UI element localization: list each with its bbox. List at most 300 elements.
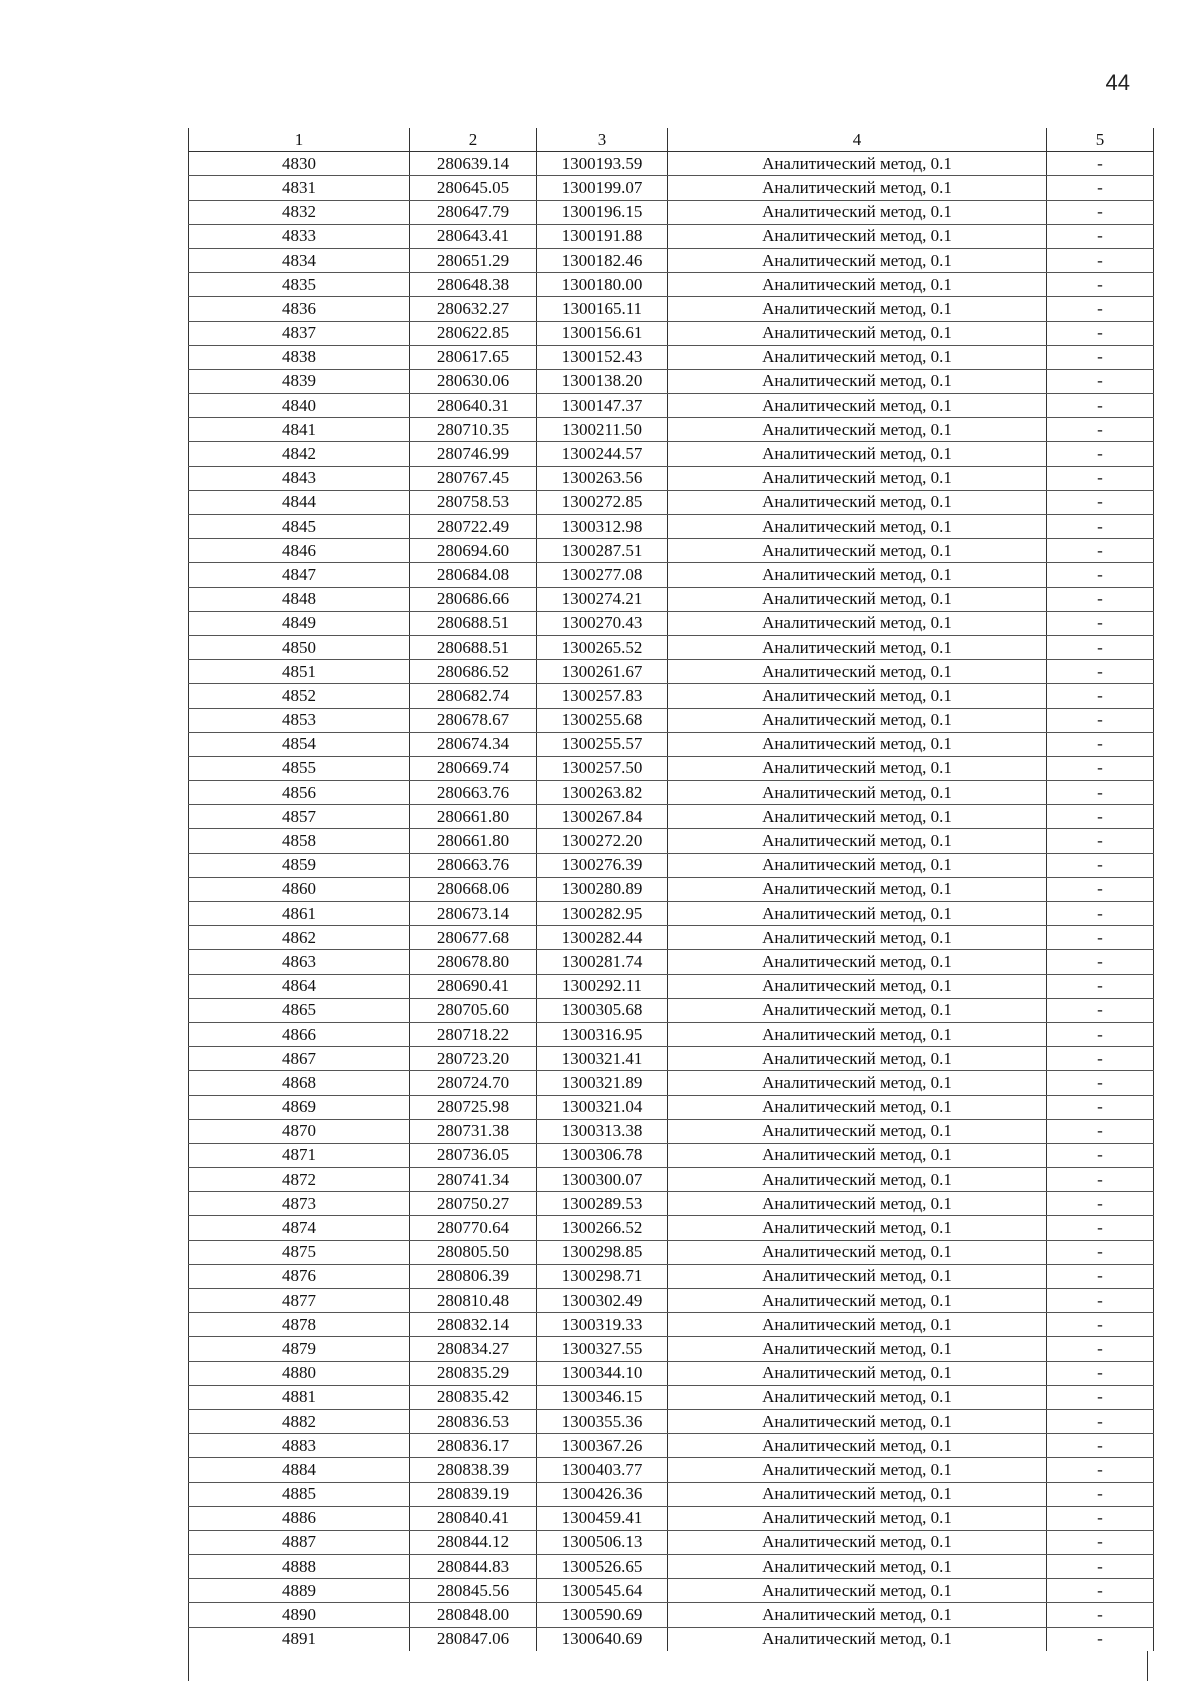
table-row — [189, 587, 1154, 611]
y-coordinate-cell: 1300265.52 — [537, 635, 668, 659]
table-row — [189, 273, 1154, 297]
table-row — [189, 345, 1154, 369]
method-cell: Аналитический метод, 0.1 — [668, 902, 1047, 926]
x-coordinate-cell: 280647.79 — [410, 200, 537, 224]
x-coordinate-cell: 280639.14 — [410, 152, 537, 176]
x-coordinate-cell: 280673.14 — [410, 902, 537, 926]
note-cell: - — [1047, 950, 1154, 974]
note-cell: - — [1047, 1240, 1154, 1264]
y-coordinate-cell: 1300313.38 — [537, 1119, 668, 1143]
y-coordinate-cell: 1300355.36 — [537, 1409, 668, 1433]
point-number-cell: 4859 — [189, 853, 410, 877]
point-number-cell: 4867 — [189, 1047, 410, 1071]
note-cell: - — [1047, 1603, 1154, 1627]
y-coordinate-cell: 1300182.46 — [537, 248, 668, 272]
point-number-cell: 4885 — [189, 1482, 410, 1506]
point-number-cell: 4876 — [189, 1264, 410, 1288]
header-col-4: 4 — [668, 128, 1047, 152]
y-coordinate-cell: 1300640.69 — [537, 1627, 668, 1651]
point-number-cell: 4888 — [189, 1555, 410, 1579]
table-row — [189, 1313, 1154, 1337]
table-row — [189, 563, 1154, 587]
point-number-cell: 4845 — [189, 515, 410, 539]
table-row — [189, 1095, 1154, 1119]
method-cell: Аналитический метод, 0.1 — [668, 248, 1047, 272]
y-coordinate-cell: 1300298.85 — [537, 1240, 668, 1264]
note-cell: - — [1047, 877, 1154, 901]
method-cell: Аналитический метод, 0.1 — [668, 974, 1047, 998]
method-cell: Аналитический метод, 0.1 — [668, 224, 1047, 248]
x-coordinate-cell: 280770.64 — [410, 1216, 537, 1240]
note-cell: - — [1047, 853, 1154, 877]
method-cell: Аналитический метод, 0.1 — [668, 1409, 1047, 1433]
point-number-cell: 4889 — [189, 1579, 410, 1603]
point-number-cell: 4853 — [189, 708, 410, 732]
x-coordinate-cell: 280725.98 — [410, 1095, 537, 1119]
x-coordinate-cell: 280750.27 — [410, 1192, 537, 1216]
y-coordinate-cell: 1300196.15 — [537, 200, 668, 224]
y-coordinate-cell: 1300263.82 — [537, 781, 668, 805]
table-row — [189, 781, 1154, 805]
x-coordinate-cell: 280661.80 — [410, 829, 537, 853]
point-number-cell: 4835 — [189, 273, 410, 297]
coordinates-table-container — [188, 128, 1148, 1681]
table-row — [189, 176, 1154, 200]
table-row — [189, 1071, 1154, 1095]
method-cell: Аналитический метод, 0.1 — [668, 611, 1047, 635]
x-coordinate-cell: 280741.34 — [410, 1168, 537, 1192]
note-cell: - — [1047, 1434, 1154, 1458]
note-cell: - — [1047, 998, 1154, 1022]
note-cell: - — [1047, 781, 1154, 805]
x-coordinate-cell: 280710.35 — [410, 418, 537, 442]
point-number-cell: 4836 — [189, 297, 410, 321]
note-cell: - — [1047, 756, 1154, 780]
x-coordinate-cell: 280630.06 — [410, 369, 537, 393]
y-coordinate-cell: 1300312.98 — [537, 515, 668, 539]
table-row — [189, 515, 1154, 539]
x-coordinate-cell: 280834.27 — [410, 1337, 537, 1361]
table-row — [189, 1409, 1154, 1433]
point-number-cell: 4851 — [189, 660, 410, 684]
table-row — [189, 321, 1154, 345]
y-coordinate-cell: 1300321.04 — [537, 1095, 668, 1119]
method-cell: Аналитический метод, 0.1 — [668, 805, 1047, 829]
note-cell: - — [1047, 829, 1154, 853]
x-coordinate-cell: 280832.14 — [410, 1313, 537, 1337]
table-row — [189, 1143, 1154, 1167]
point-number-cell: 4880 — [189, 1361, 410, 1385]
method-cell: Аналитический метод, 0.1 — [668, 1313, 1047, 1337]
table-row — [189, 1022, 1154, 1046]
point-number-cell: 4840 — [189, 394, 410, 418]
note-cell: - — [1047, 708, 1154, 732]
y-coordinate-cell: 1300274.21 — [537, 587, 668, 611]
method-cell: Аналитический метод, 0.1 — [668, 515, 1047, 539]
point-number-cell: 4847 — [189, 563, 410, 587]
y-coordinate-cell: 1300138.20 — [537, 369, 668, 393]
table-row — [189, 635, 1154, 659]
note-cell: - — [1047, 1482, 1154, 1506]
note-cell: - — [1047, 369, 1154, 393]
point-number-cell: 4832 — [189, 200, 410, 224]
point-number-cell: 4833 — [189, 224, 410, 248]
header-col-3: 3 — [537, 128, 668, 152]
method-cell: Аналитический метод, 0.1 — [668, 442, 1047, 466]
y-coordinate-cell: 1300257.50 — [537, 756, 668, 780]
point-number-cell: 4891 — [189, 1627, 410, 1651]
note-cell: - — [1047, 1627, 1154, 1651]
note-cell: - — [1047, 1264, 1154, 1288]
note-cell: - — [1047, 1216, 1154, 1240]
method-cell: Аналитический метод, 0.1 — [668, 926, 1047, 950]
method-cell: Аналитический метод, 0.1 — [668, 1555, 1047, 1579]
note-cell: - — [1047, 635, 1154, 659]
y-coordinate-cell: 1300302.49 — [537, 1289, 668, 1313]
point-number-cell: 4883 — [189, 1434, 410, 1458]
method-cell: Аналитический метод, 0.1 — [668, 490, 1047, 514]
table-row — [189, 805, 1154, 829]
x-coordinate-cell: 280835.29 — [410, 1361, 537, 1385]
point-number-cell: 4881 — [189, 1385, 410, 1409]
x-coordinate-cell: 280632.27 — [410, 297, 537, 321]
point-number-cell: 4857 — [189, 805, 410, 829]
header-col-2: 2 — [410, 128, 537, 152]
y-coordinate-cell: 1300277.08 — [537, 563, 668, 587]
note-cell: - — [1047, 345, 1154, 369]
method-cell: Аналитический метод, 0.1 — [668, 1168, 1047, 1192]
y-coordinate-cell: 1300506.13 — [537, 1530, 668, 1554]
y-coordinate-cell: 1300255.57 — [537, 732, 668, 756]
note-cell: - — [1047, 1458, 1154, 1482]
note-cell: - — [1047, 1555, 1154, 1579]
x-coordinate-cell: 280674.34 — [410, 732, 537, 756]
table-row — [189, 394, 1154, 418]
method-cell: Аналитический метод, 0.1 — [668, 418, 1047, 442]
method-cell: Аналитический метод, 0.1 — [668, 1506, 1047, 1530]
y-coordinate-cell: 1300346.15 — [537, 1385, 668, 1409]
note-cell: - — [1047, 660, 1154, 684]
note-cell: - — [1047, 587, 1154, 611]
x-coordinate-cell: 280686.52 — [410, 660, 537, 684]
x-coordinate-cell: 280836.17 — [410, 1434, 537, 1458]
method-cell: Аналитический метод, 0.1 — [668, 1458, 1047, 1482]
table-row — [189, 1603, 1154, 1627]
x-coordinate-cell: 280806.39 — [410, 1264, 537, 1288]
method-cell: Аналитический метод, 0.1 — [668, 635, 1047, 659]
table-row — [189, 1192, 1154, 1216]
point-number-cell: 4882 — [189, 1409, 410, 1433]
table-bottom-margin — [188, 1651, 1148, 1681]
note-cell: - — [1047, 1530, 1154, 1554]
table-row — [189, 829, 1154, 853]
x-coordinate-cell: 280678.67 — [410, 708, 537, 732]
note-cell: - — [1047, 1143, 1154, 1167]
y-coordinate-cell: 1300276.39 — [537, 853, 668, 877]
method-cell: Аналитический метод, 0.1 — [668, 1530, 1047, 1554]
y-coordinate-cell: 1300267.84 — [537, 805, 668, 829]
y-coordinate-cell: 1300305.68 — [537, 998, 668, 1022]
method-cell: Аналитический метод, 0.1 — [668, 877, 1047, 901]
table-row — [189, 1289, 1154, 1313]
x-coordinate-cell: 280844.83 — [410, 1555, 537, 1579]
x-coordinate-cell: 280690.41 — [410, 974, 537, 998]
note-cell: - — [1047, 902, 1154, 926]
method-cell: Аналитический метод, 0.1 — [668, 1385, 1047, 1409]
y-coordinate-cell: 1300327.55 — [537, 1337, 668, 1361]
x-coordinate-cell: 280838.39 — [410, 1458, 537, 1482]
note-cell: - — [1047, 1313, 1154, 1337]
y-coordinate-cell: 1300272.20 — [537, 829, 668, 853]
y-coordinate-cell: 1300244.57 — [537, 442, 668, 466]
note-cell: - — [1047, 974, 1154, 998]
table-row — [189, 1627, 1154, 1651]
table-row — [189, 902, 1154, 926]
note-cell: - — [1047, 1409, 1154, 1433]
method-cell: Аналитический метод, 0.1 — [668, 466, 1047, 490]
y-coordinate-cell: 1300316.95 — [537, 1022, 668, 1046]
method-cell: Аналитический метод, 0.1 — [668, 563, 1047, 587]
table-row — [189, 1555, 1154, 1579]
method-cell: Аналитический метод, 0.1 — [668, 200, 1047, 224]
y-coordinate-cell: 1300263.56 — [537, 466, 668, 490]
note-cell: - — [1047, 297, 1154, 321]
note-cell: - — [1047, 418, 1154, 442]
table-row — [189, 611, 1154, 635]
point-number-cell: 4858 — [189, 829, 410, 853]
y-coordinate-cell: 1300403.77 — [537, 1458, 668, 1482]
x-coordinate-cell: 280844.12 — [410, 1530, 537, 1554]
point-number-cell: 4863 — [189, 950, 410, 974]
table-row — [189, 1119, 1154, 1143]
point-number-cell: 4854 — [189, 732, 410, 756]
method-cell: Аналитический метод, 0.1 — [668, 1216, 1047, 1240]
point-number-cell: 4871 — [189, 1143, 410, 1167]
note-cell: - — [1047, 563, 1154, 587]
point-number-cell: 4849 — [189, 611, 410, 635]
point-number-cell: 4850 — [189, 635, 410, 659]
point-number-cell: 4837 — [189, 321, 410, 345]
note-cell: - — [1047, 1192, 1154, 1216]
point-number-cell: 4861 — [189, 902, 410, 926]
note-cell: - — [1047, 1385, 1154, 1409]
note-cell: - — [1047, 732, 1154, 756]
note-cell: - — [1047, 611, 1154, 635]
method-cell: Аналитический метод, 0.1 — [668, 1071, 1047, 1095]
y-coordinate-cell: 1300193.59 — [537, 152, 668, 176]
x-coordinate-cell: 280731.38 — [410, 1119, 537, 1143]
point-number-cell: 4856 — [189, 781, 410, 805]
method-cell: Аналитический метод, 0.1 — [668, 152, 1047, 176]
method-cell: Аналитический метод, 0.1 — [668, 1240, 1047, 1264]
method-cell: Аналитический метод, 0.1 — [668, 998, 1047, 1022]
note-cell: - — [1047, 926, 1154, 950]
point-number-cell: 4844 — [189, 490, 410, 514]
y-coordinate-cell: 1300281.74 — [537, 950, 668, 974]
method-cell: Аналитический метод, 0.1 — [668, 781, 1047, 805]
point-number-cell: 4843 — [189, 466, 410, 490]
y-coordinate-cell: 1300287.51 — [537, 539, 668, 563]
point-number-cell: 4846 — [189, 539, 410, 563]
method-cell: Аналитический метод, 0.1 — [668, 1143, 1047, 1167]
table-row — [189, 1240, 1154, 1264]
method-cell: Аналитический метод, 0.1 — [668, 345, 1047, 369]
y-coordinate-cell: 1300306.78 — [537, 1143, 668, 1167]
method-cell: Аналитический метод, 0.1 — [668, 732, 1047, 756]
note-cell: - — [1047, 1506, 1154, 1530]
x-coordinate-cell: 280845.56 — [410, 1579, 537, 1603]
x-coordinate-cell: 280663.76 — [410, 853, 537, 877]
table-row — [189, 926, 1154, 950]
note-cell: - — [1047, 684, 1154, 708]
y-coordinate-cell: 1300319.33 — [537, 1313, 668, 1337]
note-cell: - — [1047, 1337, 1154, 1361]
x-coordinate-cell: 280848.00 — [410, 1603, 537, 1627]
x-coordinate-cell: 280622.85 — [410, 321, 537, 345]
table-row — [189, 442, 1154, 466]
note-cell: - — [1047, 248, 1154, 272]
y-coordinate-cell: 1300282.95 — [537, 902, 668, 926]
x-coordinate-cell: 280705.60 — [410, 998, 537, 1022]
method-cell: Аналитический метод, 0.1 — [668, 369, 1047, 393]
x-coordinate-cell: 280688.51 — [410, 611, 537, 635]
note-cell: - — [1047, 1579, 1154, 1603]
x-coordinate-cell: 280836.53 — [410, 1409, 537, 1433]
x-coordinate-cell: 280682.74 — [410, 684, 537, 708]
method-cell: Аналитический метод, 0.1 — [668, 853, 1047, 877]
point-number-cell: 4842 — [189, 442, 410, 466]
y-coordinate-cell: 1300289.53 — [537, 1192, 668, 1216]
x-coordinate-cell: 280722.49 — [410, 515, 537, 539]
method-cell: Аналитический метод, 0.1 — [668, 176, 1047, 200]
table-row — [189, 877, 1154, 901]
point-number-cell: 4865 — [189, 998, 410, 1022]
method-cell: Аналитический метод, 0.1 — [668, 1579, 1047, 1603]
y-coordinate-cell: 1300266.52 — [537, 1216, 668, 1240]
note-cell: - — [1047, 805, 1154, 829]
table-row — [189, 1216, 1154, 1240]
x-coordinate-cell: 280688.51 — [410, 635, 537, 659]
note-cell: - — [1047, 273, 1154, 297]
table-row — [189, 1506, 1154, 1530]
y-coordinate-cell: 1300321.89 — [537, 1071, 668, 1095]
note-cell: - — [1047, 466, 1154, 490]
point-number-cell: 4884 — [189, 1458, 410, 1482]
point-number-cell: 4862 — [189, 926, 410, 950]
y-coordinate-cell: 1300545.64 — [537, 1579, 668, 1603]
table-row — [189, 1434, 1154, 1458]
table-row — [189, 998, 1154, 1022]
table-row — [189, 1579, 1154, 1603]
y-coordinate-cell: 1300257.83 — [537, 684, 668, 708]
x-coordinate-cell: 280651.29 — [410, 248, 537, 272]
table-row — [189, 1458, 1154, 1482]
y-coordinate-cell: 1300590.69 — [537, 1603, 668, 1627]
x-coordinate-cell: 280669.74 — [410, 756, 537, 780]
x-coordinate-cell: 280758.53 — [410, 490, 537, 514]
method-cell: Аналитический метод, 0.1 — [668, 684, 1047, 708]
method-cell: Аналитический метод, 0.1 — [668, 587, 1047, 611]
table-row — [189, 1385, 1154, 1409]
method-cell: Аналитический метод, 0.1 — [668, 1192, 1047, 1216]
note-cell: - — [1047, 442, 1154, 466]
method-cell: Аналитический метод, 0.1 — [668, 1627, 1047, 1651]
x-coordinate-cell: 280810.48 — [410, 1289, 537, 1313]
x-coordinate-cell: 280835.42 — [410, 1385, 537, 1409]
x-coordinate-cell: 280668.06 — [410, 877, 537, 901]
note-cell: - — [1047, 1361, 1154, 1385]
point-number-cell: 4873 — [189, 1192, 410, 1216]
x-coordinate-cell: 280645.05 — [410, 176, 537, 200]
method-cell: Аналитический метод, 0.1 — [668, 1603, 1047, 1627]
point-number-cell: 4870 — [189, 1119, 410, 1143]
point-number-cell: 4864 — [189, 974, 410, 998]
x-coordinate-cell: 280677.68 — [410, 926, 537, 950]
point-number-cell: 4878 — [189, 1313, 410, 1337]
y-coordinate-cell: 1300292.11 — [537, 974, 668, 998]
page-number: 44 — [1105, 70, 1130, 95]
x-coordinate-cell: 280684.08 — [410, 563, 537, 587]
method-cell: Аналитический метод, 0.1 — [668, 1119, 1047, 1143]
table-row — [189, 1482, 1154, 1506]
y-coordinate-cell: 1300344.10 — [537, 1361, 668, 1385]
method-cell: Аналитический метод, 0.1 — [668, 1337, 1047, 1361]
method-cell: Аналитический метод, 0.1 — [668, 829, 1047, 853]
x-coordinate-cell: 280724.70 — [410, 1071, 537, 1095]
y-coordinate-cell: 1300367.26 — [537, 1434, 668, 1458]
point-number-cell: 4839 — [189, 369, 410, 393]
table-row — [189, 974, 1154, 998]
point-number-cell: 4879 — [189, 1337, 410, 1361]
point-number-cell: 4860 — [189, 877, 410, 901]
x-coordinate-cell: 280839.19 — [410, 1482, 537, 1506]
point-number-cell: 4886 — [189, 1506, 410, 1530]
note-cell: - — [1047, 394, 1154, 418]
x-coordinate-cell: 280661.80 — [410, 805, 537, 829]
note-cell: - — [1047, 1119, 1154, 1143]
y-coordinate-cell: 1300272.85 — [537, 490, 668, 514]
point-number-cell: 4868 — [189, 1071, 410, 1095]
method-cell: Аналитический метод, 0.1 — [668, 1047, 1047, 1071]
x-coordinate-cell: 280648.38 — [410, 273, 537, 297]
x-coordinate-cell: 280718.22 — [410, 1022, 537, 1046]
x-coordinate-cell: 280643.41 — [410, 224, 537, 248]
note-cell: - — [1047, 1289, 1154, 1313]
point-number-cell: 4866 — [189, 1022, 410, 1046]
y-coordinate-cell: 1300156.61 — [537, 321, 668, 345]
table-row — [189, 684, 1154, 708]
method-cell: Аналитический метод, 0.1 — [668, 1482, 1047, 1506]
x-coordinate-cell: 280840.41 — [410, 1506, 537, 1530]
note-cell: - — [1047, 539, 1154, 563]
method-cell: Аналитический метод, 0.1 — [668, 1361, 1047, 1385]
x-coordinate-cell: 280678.80 — [410, 950, 537, 974]
y-coordinate-cell: 1300300.07 — [537, 1168, 668, 1192]
table-row — [189, 369, 1154, 393]
y-coordinate-cell: 1300426.36 — [537, 1482, 668, 1506]
method-cell: Аналитический метод, 0.1 — [668, 1289, 1047, 1313]
method-cell: Аналитический метод, 0.1 — [668, 1095, 1047, 1119]
note-cell: - — [1047, 200, 1154, 224]
x-coordinate-cell: 280694.60 — [410, 539, 537, 563]
point-number-cell: 4869 — [189, 1095, 410, 1119]
table-row — [189, 732, 1154, 756]
table-row — [189, 248, 1154, 272]
method-cell: Аналитический метод, 0.1 — [668, 660, 1047, 684]
x-coordinate-cell: 280640.31 — [410, 394, 537, 418]
point-number-cell: 4834 — [189, 248, 410, 272]
method-cell: Аналитический метод, 0.1 — [668, 273, 1047, 297]
